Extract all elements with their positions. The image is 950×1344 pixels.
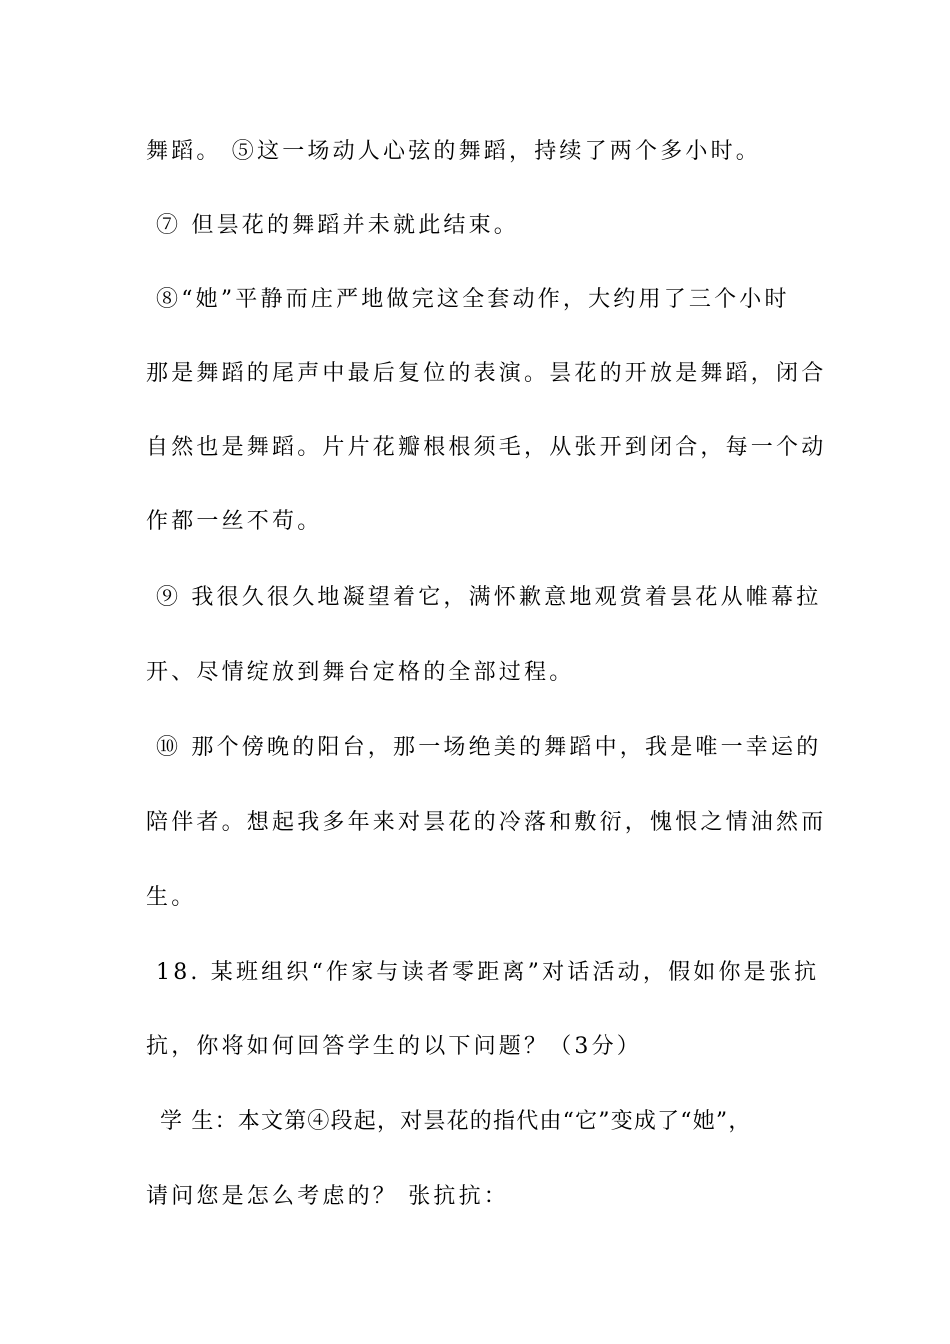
- question-line: 18. 某班组织“作家与读者零距离”对话活动，假如你是张抗: [156, 960, 820, 985]
- paragraph-line: ⑧“她”平静而庄严地做完这全套动作，大约用了三个小时: [156, 287, 790, 312]
- paragraph-line: 作都一丝不苟。: [146, 509, 323, 534]
- paragraph-line: 生。: [146, 885, 197, 910]
- paragraph-line: 舞蹈。 ⑤这一场动人心弦的舞蹈，持续了两个多小时。: [146, 139, 761, 164]
- paragraph-line: ⑦ 但昙花的舞蹈并未就此结束。: [156, 213, 519, 238]
- question-line: 学 生：本文第④段起，对昙花的指代由“它”变成了“她”，: [160, 1109, 752, 1134]
- paragraph-line: ⑨ 我很久很久地凝望着它，满怀歉意地观赏着昙花从帷幕拉: [156, 585, 822, 610]
- paragraph-line: ⑩ 那个傍晚的阳台，那一场绝美的舞蹈中，我是唯一幸运的: [156, 735, 822, 760]
- paragraph-line: 自然也是舞蹈。片片花瓣根根须毛，从张开到闭合，每一个动: [146, 435, 826, 460]
- paragraph-line: 开、尽情绽放到舞台定格的全部过程。: [146, 660, 575, 685]
- paragraph-line: 那是舞蹈的尾声中最后复位的表演。昙花的开放是舞蹈，闭合: [146, 361, 826, 386]
- paragraph-line: 陪伴者。想起我多年来对昙花的冷落和敷衍，愧恨之情油然而: [146, 810, 826, 835]
- question-line: 请问您是怎么考虑的？ 张抗抗：: [146, 1184, 509, 1209]
- question-line: 抗，你将如何回答学生的以下问题？（3分）: [146, 1034, 642, 1059]
